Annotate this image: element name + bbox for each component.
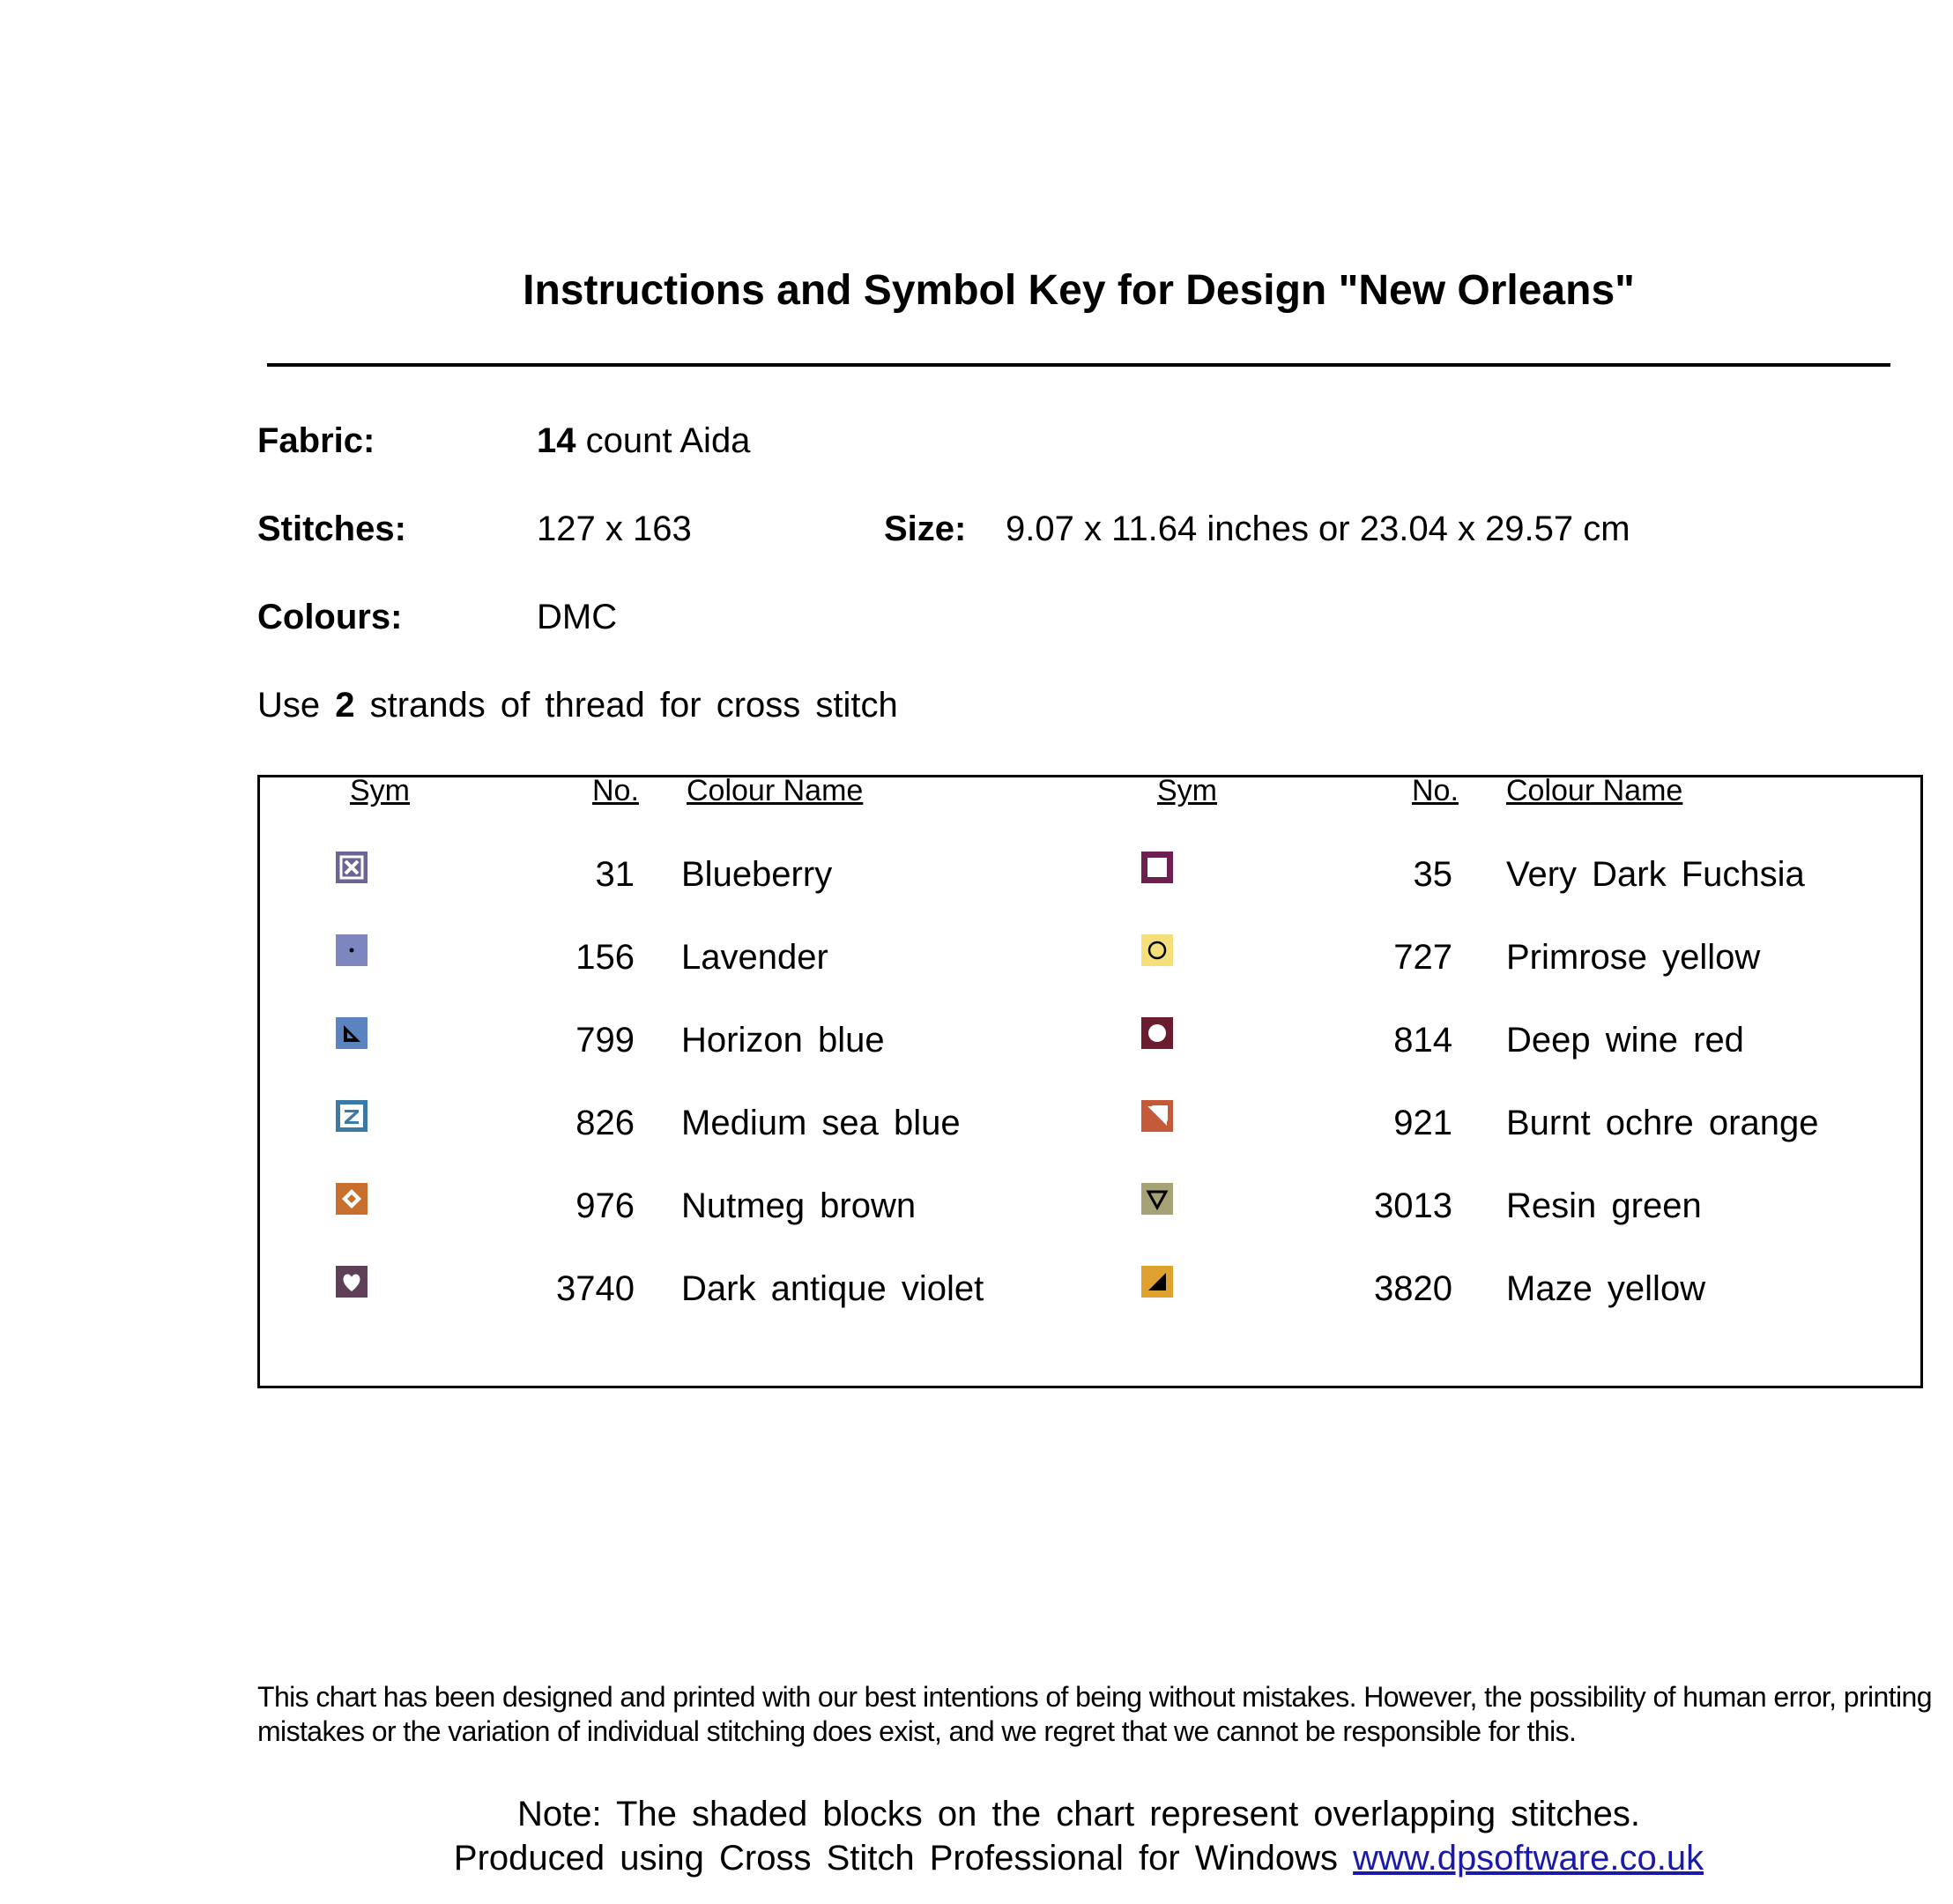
colour-name: Maze yellow xyxy=(1506,1269,1706,1308)
header-no-left: No. xyxy=(592,774,639,807)
heart-icon xyxy=(336,1266,368,1298)
size-value: 9.07 x 11.64 inches or 23.04 x 29.57 cm xyxy=(1006,509,1630,548)
fabric-count: 14 xyxy=(537,421,576,460)
note-line: Note: The shaded blocks on the chart represent overlapping stitches. xyxy=(517,1795,1640,1833)
header-name-left: Colour Name xyxy=(687,774,864,807)
thread-number: 3013 xyxy=(1374,1186,1452,1225)
strands-instruction xyxy=(257,686,898,725)
produced-by-text: Produced using Cross Stitch Professional for Windows xyxy=(453,1839,1354,1878)
colour-name: Deep wine red xyxy=(1506,1021,1744,1060)
colour-name: Horizon blue xyxy=(681,1021,885,1060)
colours-label: Colours: xyxy=(257,598,403,636)
strands-post: strands of thread for cross stitch xyxy=(354,686,898,725)
corner-triangle-icon xyxy=(1141,1266,1173,1298)
dot-icon xyxy=(336,934,368,966)
stitches-value: 127 x 163 xyxy=(537,509,692,548)
thread-number: 3820 xyxy=(1374,1269,1452,1308)
colour-name: Blueberry xyxy=(681,855,833,894)
thread-number: 976 xyxy=(576,1186,635,1225)
colour-name: Burnt ochre orange xyxy=(1506,1104,1819,1142)
triangle-icon xyxy=(336,1017,368,1049)
fabric-text: count Aida xyxy=(576,421,751,460)
colour-name: Resin green xyxy=(1506,1186,1702,1225)
thread-number: 921 xyxy=(1393,1104,1452,1142)
header-sym-right: Sym xyxy=(1157,774,1217,807)
header-sym-left: Sym xyxy=(350,774,410,807)
website-link[interactable]: www.dpsoftware.co.uk xyxy=(1353,1839,1704,1878)
header-no-right: No. xyxy=(1412,774,1459,807)
header-name-right: Colour Name xyxy=(1506,774,1683,807)
thread-number: 3740 xyxy=(556,1269,635,1308)
diamond-icon xyxy=(336,1183,368,1215)
colour-name: Very Dark Fuchsia xyxy=(1506,855,1805,894)
colour-name: Lavender xyxy=(681,938,828,977)
open-square-icon xyxy=(1141,852,1173,883)
disclaimer-text: This chart has been designed and printed with our best intentions of being without mistakes. However, the possibility of human error, printing mistakes or the variation of individual stitching does exist, and we regret that we cannot be responsible for this. xyxy=(257,1681,1932,1747)
thread-number: 156 xyxy=(576,938,635,977)
produced-by-line xyxy=(0,1839,1953,1878)
strands-count: 2 xyxy=(335,686,355,725)
diagonal-triangle-icon xyxy=(1141,1100,1173,1132)
fabric-label: Fabric: xyxy=(257,421,375,460)
fabric-value xyxy=(537,421,750,461)
thread-number: 35 xyxy=(1413,855,1452,894)
thread-number: 826 xyxy=(576,1104,635,1142)
circle-icon xyxy=(1141,934,1173,966)
filled-circle-icon xyxy=(1141,1017,1173,1049)
thread-number: 814 xyxy=(1393,1021,1452,1060)
x-cross-icon xyxy=(336,852,368,883)
thread-number: 31 xyxy=(595,855,635,894)
page-title: Instructions and Symbol Key for Design "New Orleans" xyxy=(523,267,1635,314)
thread-number: 727 xyxy=(1393,938,1452,977)
stitches-label: Stitches: xyxy=(257,509,406,548)
title-divider xyxy=(267,363,1890,367)
colour-name: Medium sea blue xyxy=(681,1104,961,1142)
z-letter-icon xyxy=(336,1100,368,1132)
colour-name: Nutmeg brown xyxy=(681,1186,917,1225)
size-label: Size: xyxy=(884,509,967,548)
colour-name: Dark antique violet xyxy=(681,1269,984,1308)
strands-pre: Use xyxy=(257,686,336,725)
down-triangle-icon xyxy=(1141,1183,1173,1215)
colours-value: DMC xyxy=(537,598,618,636)
thread-number: 799 xyxy=(576,1021,635,1060)
colour-name: Primrose yellow xyxy=(1506,938,1761,977)
